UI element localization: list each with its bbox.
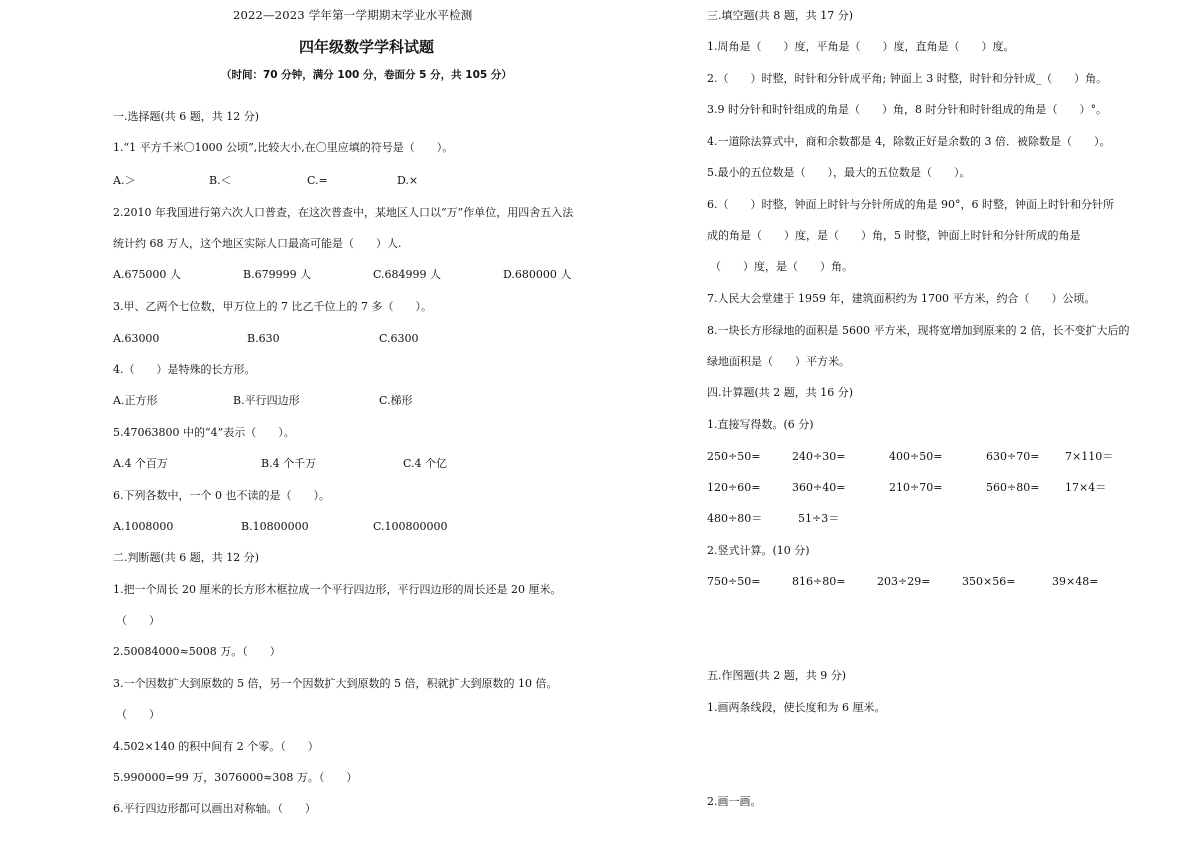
fill-q6-line3: （ ）度，是（ ）角。: [710, 260, 853, 273]
choice-q3: 3.甲、乙两个七位数，甲万位上的 7 比乙千位上的 7 多（ ）。: [113, 300, 432, 313]
choice-q4: 4.（ ）是特殊的长方形。: [113, 363, 256, 376]
option: A.＞: [113, 174, 136, 187]
calc-item: 350×56=: [962, 575, 1016, 588]
choice-q5: 5.47063800 中的“4”表示（ ）。: [113, 426, 295, 439]
draw-q1: 1.画两条线段，使长度和为 6 厘米。: [707, 701, 886, 714]
judge-q3-answer: （ ）: [116, 708, 160, 721]
choice-q6: 6.下列各数中，一个 0 也不读的是（ ）。: [113, 489, 330, 502]
judge-q1-line1: 1.把一个周长 20 厘米的长方形木框拉成一个平行四边形，平行四边形的周长还是 20 厘米。: [113, 583, 562, 596]
calc-item: 39×48=: [1052, 575, 1099, 588]
fill-q7: 7.人民大会堂建于 1959 年，建筑面积约为 1700 平方米，约合（ ）公顷。: [707, 292, 1096, 305]
calc-item: 400÷50=: [889, 450, 943, 463]
calc-item: 203÷29=: [877, 575, 931, 588]
option: C.4 个亿: [403, 457, 448, 470]
calc-item: 120÷60=: [707, 481, 761, 494]
calc-item: 7×110＝: [1065, 450, 1114, 463]
option: D.680000 人: [503, 268, 572, 281]
fill-q3: 3.9 时分针和时针组成的角是（ ）角，8 时分针和时针组成的角是（ ）°。: [707, 103, 1107, 116]
judge-q6: 6.平行四边形都可以画出对称轴。（ ）: [113, 802, 316, 815]
option: B.10800000: [241, 520, 309, 533]
choice-q2-line2: 统计约 68 万人，这个地区实际人口最高可能是（ ）人.: [113, 237, 402, 250]
judge-q1-answer: （ ）: [116, 614, 160, 627]
section-heading-calc: 四.计算题(共 2 题，共 16 分): [707, 386, 854, 399]
judge-q4: 4.502×140 的积中间有 2 个零。（ ）: [113, 740, 319, 753]
calc-item: 250÷50=: [707, 450, 761, 463]
fill-q1: 1.周角是（ ）度，平角是（ ）度，直角是（ ）度。: [707, 40, 1015, 53]
option: C.100800000: [373, 520, 448, 533]
fill-q2: 2.（ ）时整，时针和分针成平角; 钟面上 3 时整，时针和分针成_（ ）角。: [707, 72, 1108, 85]
option: B.679999 人: [243, 268, 312, 281]
fill-q5: 5.最小的五位数是（ ），最大的五位数是（ ）。: [707, 166, 971, 179]
section-heading-judge: 二.判断题(共 6 题，共 12 分): [113, 551, 260, 564]
judge-q3-line1: 3.一个因数扩大到原数的 5 倍，另一个因数扩大到原数的 5 倍，积就扩大到原数的 10 倍。: [113, 677, 558, 690]
option: A.4 个百万: [113, 457, 168, 470]
calc-item: 51÷3＝: [798, 512, 840, 525]
choice-q2-line1: 2.2010 年我国进行第六次人口普查，在这次普查中，某地区人口以“万”作单位，用四舍五入法: [113, 206, 574, 219]
exam-subtitle: （时间：70 分钟，满分 100 分，卷面分 5 分，共 105 分）: [221, 69, 512, 81]
choice-q1: 1.“1 平方千米〇1000 公顷”,比较大小,在〇里应填的符号是（ ）。: [113, 141, 454, 154]
calc-item: 360÷40=: [792, 481, 846, 494]
section-heading-choice: 一.选择题(共 6 题，共 12 分): [113, 110, 260, 123]
fill-q6-line1: 6.（ ）时整，钟面上时针与分针所成的角是 90°，6 时整，钟面上时针和分针所: [707, 198, 1114, 211]
judge-q2: 2.50084000≈5008 万。（ ）: [113, 645, 281, 658]
fill-q8-line2: 绿地面积是（ ）平方米。: [707, 355, 850, 368]
option: A.675000 人: [113, 268, 181, 281]
fill-q8-line1: 8.一块长方形绿地的面积是 5600 平方米，现将宽增加到原来的 2 倍，长不变扩大后的: [707, 324, 1130, 337]
option: B.630: [247, 332, 280, 345]
calc-item: 480÷80＝: [707, 512, 763, 525]
option: C.6300: [379, 332, 419, 345]
calc-item: 240÷30=: [792, 450, 846, 463]
option: D.×: [397, 174, 419, 187]
calc-item: 750÷50=: [707, 575, 761, 588]
calc-item: 210÷70=: [889, 481, 943, 494]
option: A.1008000: [113, 520, 174, 533]
judge-q5: 5.990000=99 万，3076000≈308 万。（ ）: [113, 771, 358, 784]
calc-item: 17×4＝: [1065, 481, 1107, 494]
exam-title: 四年级数学学科试题: [299, 38, 435, 56]
option: C.=: [307, 174, 328, 187]
fill-q6-line2: 成的角是（ ）度，是（ ）角，5 时整，钟面上时针和分针所成的角是: [707, 229, 1081, 242]
option: B.4 个千万: [261, 457, 317, 470]
calc-item: 560÷80=: [986, 481, 1040, 494]
option: A.正方形: [113, 394, 158, 407]
section-heading-fill: 三.填空题(共 8 题，共 17 分): [707, 9, 854, 22]
option: A.63000: [113, 332, 160, 345]
option: C.684999 人: [373, 268, 442, 281]
calc-sub2: 2.竖式计算。(10 分): [707, 544, 810, 557]
option: B.平行四边形: [233, 394, 300, 407]
draw-q2: 2.画一画。: [707, 795, 762, 808]
option: B.＜: [209, 174, 232, 187]
calc-item: 630÷70=: [986, 450, 1040, 463]
fill-q4: 4.一道除法算式中，商和余数都是 4，除数正好是余数的 3 倍．被除数是（ ）。: [707, 135, 1111, 148]
calc-sub1: 1.直接写得数。(6 分): [707, 418, 814, 431]
exam-header-line: 2022—2023 学年第一学期期末学业水平检测: [233, 8, 473, 22]
calc-item: 816÷80=: [792, 575, 846, 588]
option: C.梯形: [379, 394, 413, 407]
section-heading-draw: 五.作图题(共 2 题，共 9 分): [707, 669, 847, 682]
